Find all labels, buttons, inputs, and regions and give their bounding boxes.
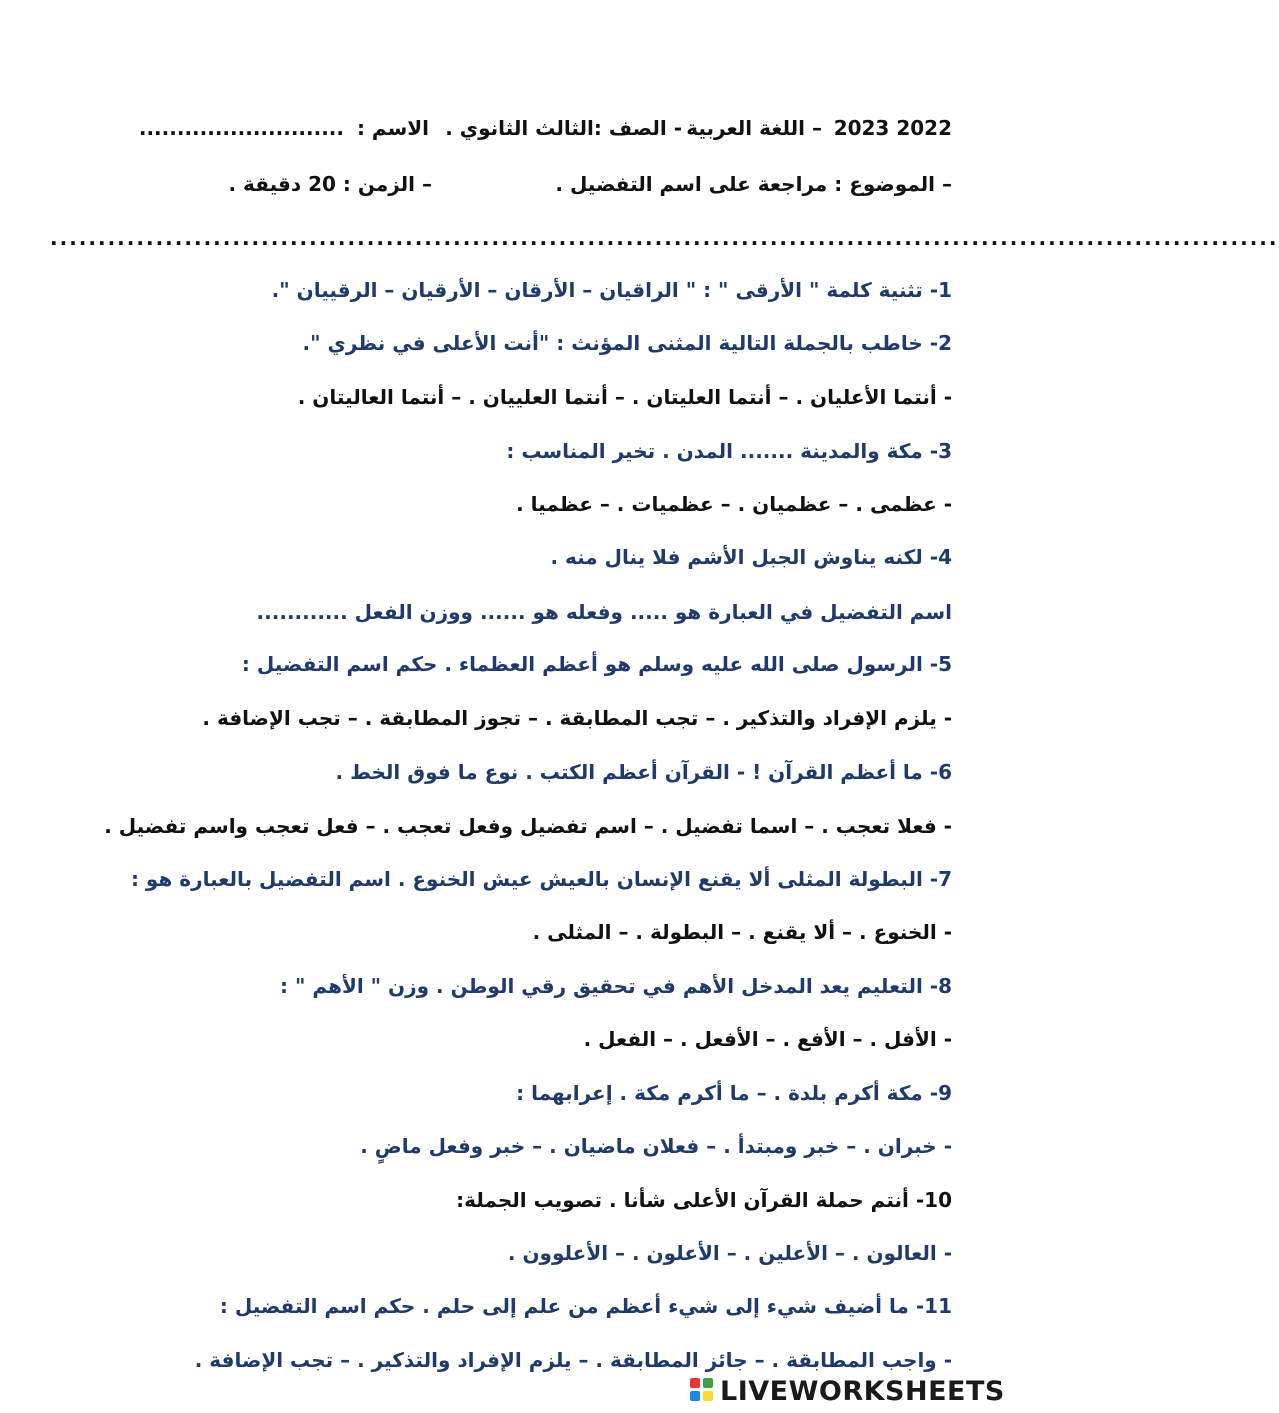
options-7[interactable]: - الخنوع . – ألا يقنع . – البطولة . – المثلى . [532,920,952,944]
liveworksheets-logo[interactable] [690,1374,1005,1408]
options-2[interactable]: - أنتما الأعليان . – أنتما العليتان . – أنتما العلييان . – أنتما العاليتان . [297,385,952,409]
question-10: 10- أنتم حملة القرآن الأعلى شأنا . تصويب الجملة: [456,1188,952,1212]
options-3[interactable]: - عظمى . – عظميان . – عظميات . – عظميا . [516,492,952,516]
liveworksheets-icon [690,1378,716,1404]
question-4: 4- لكنه يناوش الجبل الأشم فلا ينال منه . [550,545,952,569]
question-5: 5- الرسول صلى الله عليه وسلم هو أعظم العظماء . حكم اسم التفضيل : [241,652,952,676]
question-11: 11- ما أضيف شيء إلى شيء أعظم من علم إلى حلم . حكم اسم التفضيل : [219,1294,952,1318]
question-6: 6- ما أعظم القرآن ! - القرآن أعظم الكتب . نوع ما فوق الخط . [335,760,952,784]
question-2: 2- خاطب بالجملة التالية المثنى المؤنث : "أنت الأعلى في نظري ". [302,331,952,355]
year: 2022 2023 [833,116,952,140]
name-label: الاسم : [356,116,429,140]
options-8[interactable]: - الأفل . – الأفع . – الأفعل . – الفعل . [583,1027,952,1051]
options-11[interactable]: - واجب المطابقة . – جائز المطابقة . – يلزم الإفراد والتذكير . – تجب الإضافة . [194,1348,952,1372]
options-6[interactable]: - فعلا تعجب . – اسما تفضيل . – اسم تفضيل وفعل تعجب . – فعل تعجب واسم تفضيل . [104,814,952,838]
topic: – الموضوع : مراجعة على اسم التفضيل . [555,172,952,196]
grade: - الصف :الثالث الثانوي . [445,116,682,140]
options-5[interactable]: - يلزم الإفراد والتذكير . – تجب المطابقة . – تجوز المطابقة . – تجب الإضافة . [202,706,952,730]
question-1: 1- تثنية كلمة " الأرقى " : " الراقيان – الأرقان – الأرقيان – الرقييان ". [271,278,952,302]
question-7: 7- البطولة المثلى ألا يقنع الإنسان بالعيش عيش الخنوع . اسم التفضيل بالعبارة هو : [130,867,952,891]
question-9: 9- مكة أكرم بلدة . – ما أكرم مكة . إعرابهما : [516,1081,952,1105]
name-field[interactable]: ........................... [138,116,344,140]
time: – الزمن : 20 دقيقة . [228,172,432,196]
question-8: 8- التعليم يعد المدخل الأهم في تحقيق رقي الوطن . وزن " الأهم " : [280,974,952,998]
question-4-prompt[interactable]: اسم التفضيل في العبارة هو ..... وفعله هو ...... ووزن الفعل ............ [256,600,952,624]
subject: – اللغة العربية [686,116,822,140]
options-10[interactable]: - العالون . – الأعلين . – الأعلون . – الأعلوون . [507,1241,952,1265]
separator: ................................................................................................................................ [50,226,1279,250]
logo-text: LIVEWORKSHEETS [720,1375,1005,1407]
question-3: 3- مكة والمدينة ....... المدن . تخير المناسب : [506,439,952,463]
options-9[interactable]: - خبران . – خبر ومبتدأ . – فعلان ماضيان . – خبر وفعل ماضٍ . [360,1134,952,1158]
